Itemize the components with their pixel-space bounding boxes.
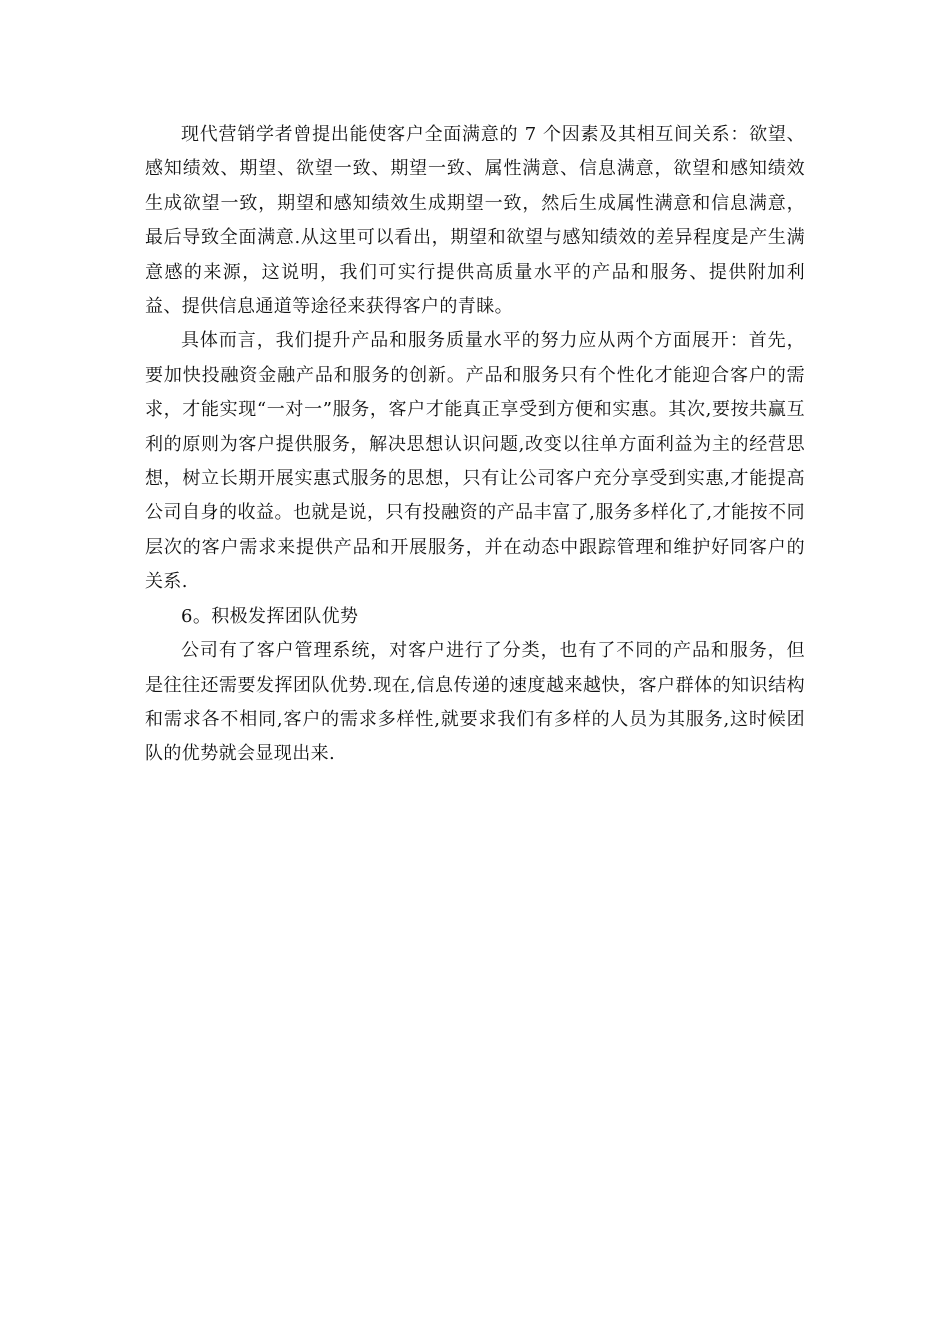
paragraph-service-quality-improvement: 具体而言，我们提升产品和服务质量水平的努力应从两个方面展开：首先，要加快投融资金融产品和服务的创新。产品和服务只有个性化才能迎合客户的需求，才能实现“一对一”服务，客户才能真正享受到方便和实惠。其次,要按共赢互利的原则为客户提供服务，解决思想认识问题,改变以往单方面利益为主的经营思想，树立长期开展实惠式服务的思想，只有让公司客户充分享受到实惠,才能提高公司自身的收益。也就是说，只有投融资的产品丰富了,服务多样化了,才能按不同层次的客户需求来提供产品和开展服务，并在动态中跟踪管理和维护好同客户的关系. [145, 330, 805, 593]
section-heading-team-advantage: 6。积极发挥团队优势 [181, 605, 359, 627]
paragraph-team-advantage: 公司有了客户管理系统，对客户进行了分类，也有了不同的产品和服务，但是往往还需要发挥团队优势.现在,信息传递的速度越来越快，客户群体的知识结构和需求各不相同,客户的需求多样性,就要求我们有多样的人员为其服务,这时候团队的优势就会显现出来. [145, 640, 805, 765]
document-body [145, 118, 805, 772]
paragraph-customer-satisfaction-factors: 现代营销学者曾提出能使客户全面满意的 7 个因素及其相互间关系：欲望、感知绩效、期望、欲望一致、期望一致、属性满意、信息满意，欲望和感知绩效生成欲望一致，期望和感知绩效生成期望一致，然后生成属性满意和信息满意，最后导致全面满意.从这里可以看出，期望和欲望与感知绩效的差异程度是产生满意感的来源，这说明，我们可实行提供高质量水平的产品和服务、提供附加利益、提供信息通道等途径来获得客户的青睐。 [145, 124, 805, 318]
